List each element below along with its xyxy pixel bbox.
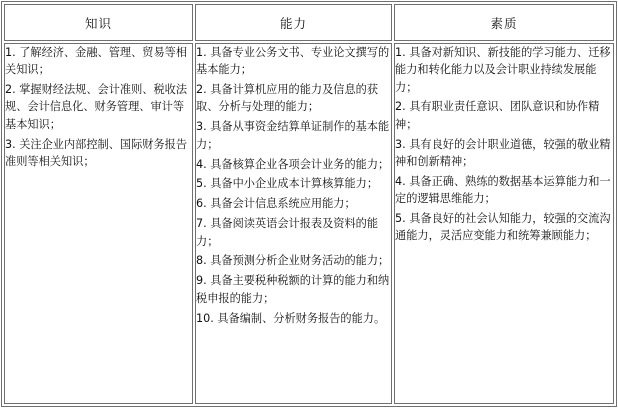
ability-item: 8. 具备预测分析企业财务活动的能力；: [196, 254, 390, 268]
ability-item: 5. 具备中小企业成本计算核算能力；: [196, 177, 379, 191]
knowledge-item: 2. 掌握财经法规、会计准则、税收法规、会计信息化、财务管理、审计等基本知识；: [5, 83, 188, 131]
ability-item: 4. 具备核算企业各项会计业务的能力；: [196, 157, 390, 171]
quality-item: 2. 具有职业责任意识、团队意识和协作精神；: [395, 100, 600, 131]
knowledge-cell: [4, 43, 193, 404]
ability-item: 6. 具备会计信息系统应用能力；: [196, 197, 356, 211]
ability-item: 3. 具备从事资金结算单证制作的基本能力；: [196, 120, 390, 151]
ability-item: 10. 具备编制、分析财务报告的能力。: [196, 311, 386, 325]
ability-item: 9. 具备主要税种税额的计算的能力和纳税申报的能力；: [196, 274, 390, 305]
ability-item: 7. 具备阅读英语会计报表及资料的能力；: [196, 217, 379, 248]
header-knowledge: 知识: [4, 4, 193, 41]
header-row: [4, 4, 614, 41]
header-ability: 能力: [195, 4, 392, 41]
quality-item: 4. 具备正确、熟练的数据基本运算能力和一定的逻辑思维能力；: [395, 174, 611, 206]
competency-table: [1, 1, 617, 407]
quality-item: 3. 具有良好的会计职业道德，较强的敬业精神和创新精神；: [395, 137, 611, 168]
ability-item: 1. 具备专业公务文书、专业论文撰写的基本能力；: [196, 46, 390, 77]
ability-item: 2. 具备计算机应用的能力及信息的获取、分析与处理的能力；: [196, 83, 379, 114]
content-row: [4, 43, 614, 404]
quality-item: 1. 具备对新知识、新技能的学习能力、迁移能力和转化能力以及会计职业持续发展能力；: [395, 46, 611, 94]
quality-item: 5. 具备良好的社会认知能力，较强的交流沟通能力，灵活应变能力和统筹兼顾能力；: [395, 212, 611, 243]
quality-cell: [394, 43, 614, 404]
ability-cell: [195, 43, 392, 404]
knowledge-item: 3. 关注企业内部控制、国际财务报告准则等相关知识；: [5, 137, 188, 168]
header-quality: 素质: [394, 4, 614, 41]
knowledge-item: 1. 了解经济、金融、管理、贸易等相关知识；: [5, 46, 188, 77]
